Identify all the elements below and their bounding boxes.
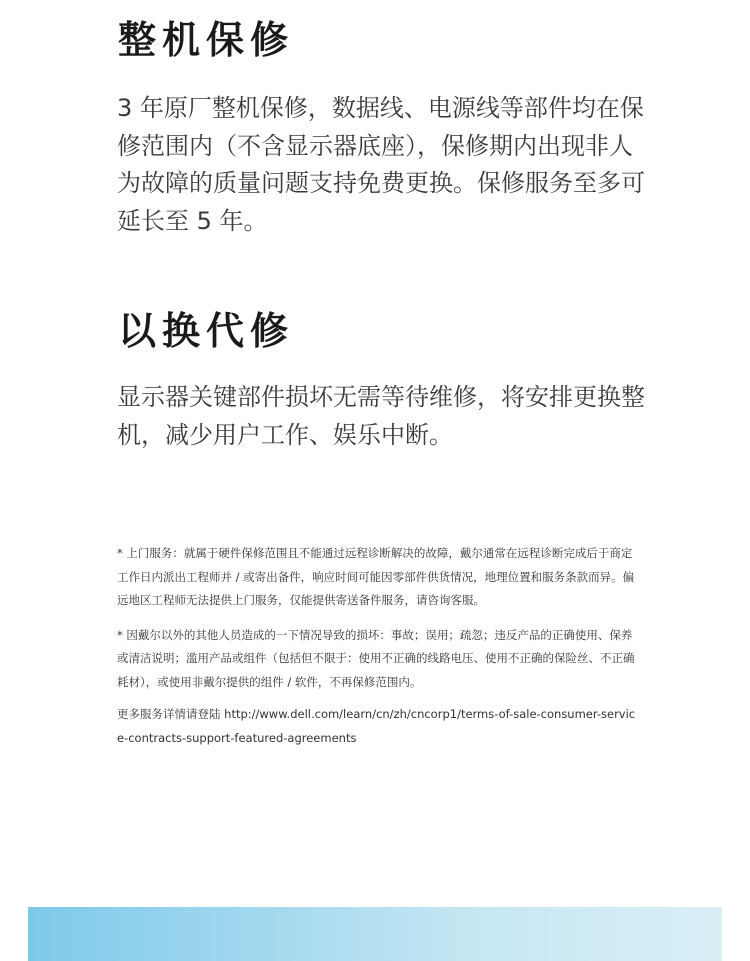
warranty-title: 整机保修 bbox=[118, 18, 295, 62]
more-info-note: 更多服务详情请登陆 http://www.dell.com/learn/cn/zh/cncorp1/terms-of-sale-consumer-service-contracts-support-featured-agreements bbox=[117, 707, 636, 745]
footnotes bbox=[117, 542, 639, 750]
onsite-service-note: * 上门服务：就属于硬件保修范围且不能通过远程诊断解决的故障，戴尔通常在远程诊断完成后于商定工作日内派出工程师并 / 或寄出备件，响应时间可能因零部件供货情况，地理位置和服务条款而异。偏远地区工程师无法提供上门服务，仅能提供寄送备件服务，请咨询客服。 bbox=[117, 546, 635, 607]
exclusions-note: * 因戴尔以外的其他人员造成的一下情况导致的损坏：事故；误用；疏忽；违反产品的正确使用、保养或清洁说明；滥用产品或组件（包括但不限于：使用不正确的线路电压、使用不正确的保险丝、不正确耗材），或使用非戴尔提供的组件 / 软件，不再保修范围内。 bbox=[117, 627, 635, 689]
exchange-body: 显示器关键部件损坏无需等待维修，将安排更换整机，减少用户工作、娱乐中断。 bbox=[117, 383, 645, 449]
warranty-body: 3 年原厂整机保修，数据线、电源线等部件均在保修范围内（不含显示器底座），保修期内出现非人为故障的质量问题支持免费更换。保修服务至多可延长至 5 年。 bbox=[117, 94, 645, 235]
exchange-title: 以换代修 bbox=[118, 309, 295, 353]
bottom-gradient-band bbox=[28, 907, 722, 961]
